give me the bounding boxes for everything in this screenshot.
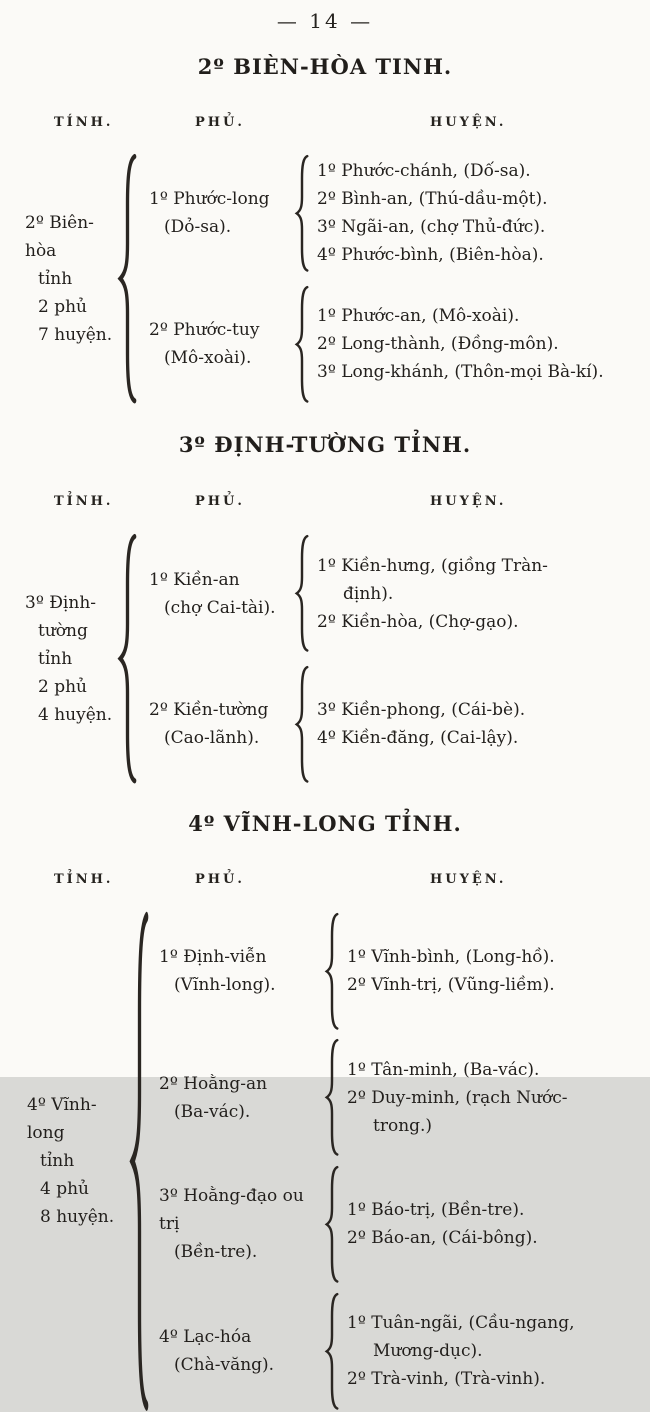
column-header-huyen: HUYỆN.: [430, 494, 507, 510]
phu-name: 1º Kiền-an: [149, 569, 240, 590]
tinh-line: tỉnh: [38, 268, 73, 289]
huyen-list: [317, 696, 650, 752]
tinh-line: tỉnh: [40, 1150, 75, 1171]
column-header-huyen: HUYỆN.: [430, 871, 507, 887]
section-heading: 3º ĐỊNH-TƯỜNG TỈNH.: [178, 432, 472, 458]
huyen-list: [317, 157, 650, 269]
phu-row: [137, 152, 650, 275]
section-heading: 2º BIÈN-HÒA TINH.: [197, 54, 453, 79]
section-bien-hoa: [0, 54, 650, 405]
tinh-cell: [0, 589, 118, 729]
phu-cell: [149, 1323, 325, 1379]
phu-row: [137, 283, 650, 406]
huyen-brace-icon: [295, 535, 309, 652]
huyen-entry: 4º Kiền-đăng, (Cai-lậy).: [317, 728, 519, 749]
column-headers: [0, 115, 650, 130]
huyen-entry: 1º Phước-chánh, (Dố-sa).: [317, 161, 531, 182]
phu-row: [137, 532, 650, 655]
tinh-line: 2 phủ: [38, 676, 87, 697]
huyen-brace-icon: [295, 155, 309, 272]
phu-rows: [137, 532, 650, 785]
section-table: [0, 532, 650, 785]
huyen-entry: 4º Phước-bình, (Biên-hòa).: [317, 245, 544, 266]
phu-place: (Cao-lãnh).: [164, 728, 260, 749]
tinh-brace-icon: [118, 154, 137, 403]
huyen-entry: 3º Ngãi-an, (chợ Thủ-đức).: [317, 217, 546, 238]
section-table: [0, 152, 650, 405]
tinh-line: 4 huyện.: [38, 704, 113, 725]
column-headers: [0, 872, 650, 887]
column-headers: [0, 494, 650, 509]
phu-cell: [137, 185, 295, 241]
phu-name: 2º Kiền-tường: [149, 700, 269, 721]
tinh-line: 3º Định-: [25, 592, 97, 613]
phu-cell: [149, 943, 325, 999]
huyen-entry: 2º Long-thành, (Đồng-môn).: [317, 333, 559, 354]
tinh-line: 2 phủ: [38, 296, 87, 317]
huyen-brace-icon: [295, 666, 309, 783]
phu-name: 4º Lạc-hóa: [159, 1326, 252, 1347]
huyen-list: [317, 302, 650, 386]
huyen-entry: 1º Phước-an, (Mô-xoài).: [317, 305, 520, 326]
huyen-entry: 2º Vĩnh-trị, (Vũng-liềm).: [347, 974, 555, 995]
phu-place: (Mô-xoài).: [164, 347, 252, 368]
huyen-entry: 3º Kiền-phong, (Cái-bè).: [317, 700, 526, 721]
phu-cell: [137, 696, 295, 752]
phu-place: (Chà-văng).: [174, 1354, 275, 1375]
huyen-entry: 1º Kiền-hưng, (giồng Tràn-định).: [317, 555, 548, 604]
tinh-line: 7 huyện.: [38, 324, 113, 345]
phu-place: (Bền-tre).: [174, 1242, 258, 1263]
phu-row: [149, 910, 650, 1033]
tinh-line: 4º Vĩnh-long: [27, 1094, 97, 1143]
tinh-brace-icon: [118, 534, 137, 783]
phu-rows: [137, 152, 650, 405]
huyen-list: [347, 1309, 650, 1393]
huyen-brace-icon: [325, 1166, 339, 1283]
column-header-tinh: TỈNH.: [54, 494, 114, 510]
huyen-list: [347, 1196, 650, 1252]
huyen-entry: 1º Tân-minh, (Ba-vác).: [347, 1059, 540, 1080]
phu-place: (chợ Cai-tài).: [164, 597, 276, 618]
column-header-phu: PHỦ.: [195, 115, 245, 130]
huyen-list: [317, 552, 650, 636]
column-header-phu: PHỦ.: [195, 494, 245, 510]
section-table: [0, 910, 650, 1412]
phu-row: [149, 1163, 650, 1286]
section-vinh-long: [0, 811, 650, 1412]
tinh-line: 4 phủ: [40, 1178, 89, 1199]
page-number: — 14 —: [276, 9, 374, 33]
huyen-list: [347, 943, 650, 999]
phu-cell: [149, 1182, 325, 1266]
phu-rows: [149, 910, 650, 1412]
column-header-tinh: TÍNH.: [54, 115, 114, 130]
huyen-brace-icon: [325, 1039, 339, 1156]
huyen-entry: 2º Báo-an, (Cái-bông).: [347, 1228, 538, 1249]
phu-name: 1º Định-viễn: [159, 946, 267, 967]
huyen-entry: 1º Tuân-ngãi, (Cầu-ngang, Mương-dục).: [347, 1312, 575, 1361]
tinh-brace-icon: [130, 912, 149, 1411]
huyen-entry: 3º Long-khánh, (Thôn-mọi Bà-kí).: [317, 361, 604, 382]
phu-row: [137, 663, 650, 786]
phu-place: (Vĩnh-long).: [174, 974, 276, 995]
column-header-tinh: TỈNH.: [54, 871, 114, 887]
column-header-huyen: HUYỆN.: [430, 115, 507, 130]
tinh-line: 2º Biên-hòa: [25, 212, 94, 261]
phu-cell: [137, 566, 295, 622]
phu-name: 2º Hoằng-an: [159, 1073, 268, 1094]
huyen-brace-icon: [325, 1293, 339, 1410]
phu-cell: [149, 1070, 325, 1126]
huyen-entry: 2º Trà-vinh, (Trà-vinh).: [347, 1368, 546, 1389]
huyen-brace-icon: [325, 913, 339, 1030]
huyen-entry: 2º Bình-an, (Thú-dầu-một).: [317, 189, 548, 210]
tinh-line: 8 huyện.: [40, 1206, 115, 1227]
huyen-brace-icon: [295, 286, 309, 403]
huyen-entry: 2º Duy-minh, (rạch Nước-trong.): [347, 1087, 568, 1136]
phu-name: 2º Phước-tuy: [149, 319, 260, 340]
phu-place: (Ba-vác).: [174, 1101, 251, 1122]
phu-row: [149, 1036, 650, 1159]
tinh-line: tường tỉnh: [38, 620, 88, 669]
phu-name: 3º Hoằng-đạo ou trị: [159, 1186, 304, 1235]
phu-cell: [137, 316, 295, 372]
huyen-entry: 1º Vĩnh-bình, (Long-hồ).: [347, 946, 555, 967]
section-heading: 4º VĨNH-LONG TỈNH.: [188, 810, 462, 836]
tinh-cell: [0, 209, 118, 349]
huyen-list: [347, 1056, 650, 1140]
phu-row: [149, 1290, 650, 1412]
column-header-phu: PHỦ.: [195, 871, 245, 887]
huyen-entry: 2º Kiền-hòa, (Chợ-gạo).: [317, 611, 519, 632]
section-dinh-tuong: [0, 432, 650, 785]
huyen-entry: 1º Báo-trị, (Bền-tre).: [347, 1200, 525, 1221]
phu-name: 1º Phước-long: [149, 189, 270, 210]
phu-place: (Dỏ-sa).: [164, 217, 232, 238]
tinh-cell: [0, 1091, 130, 1231]
